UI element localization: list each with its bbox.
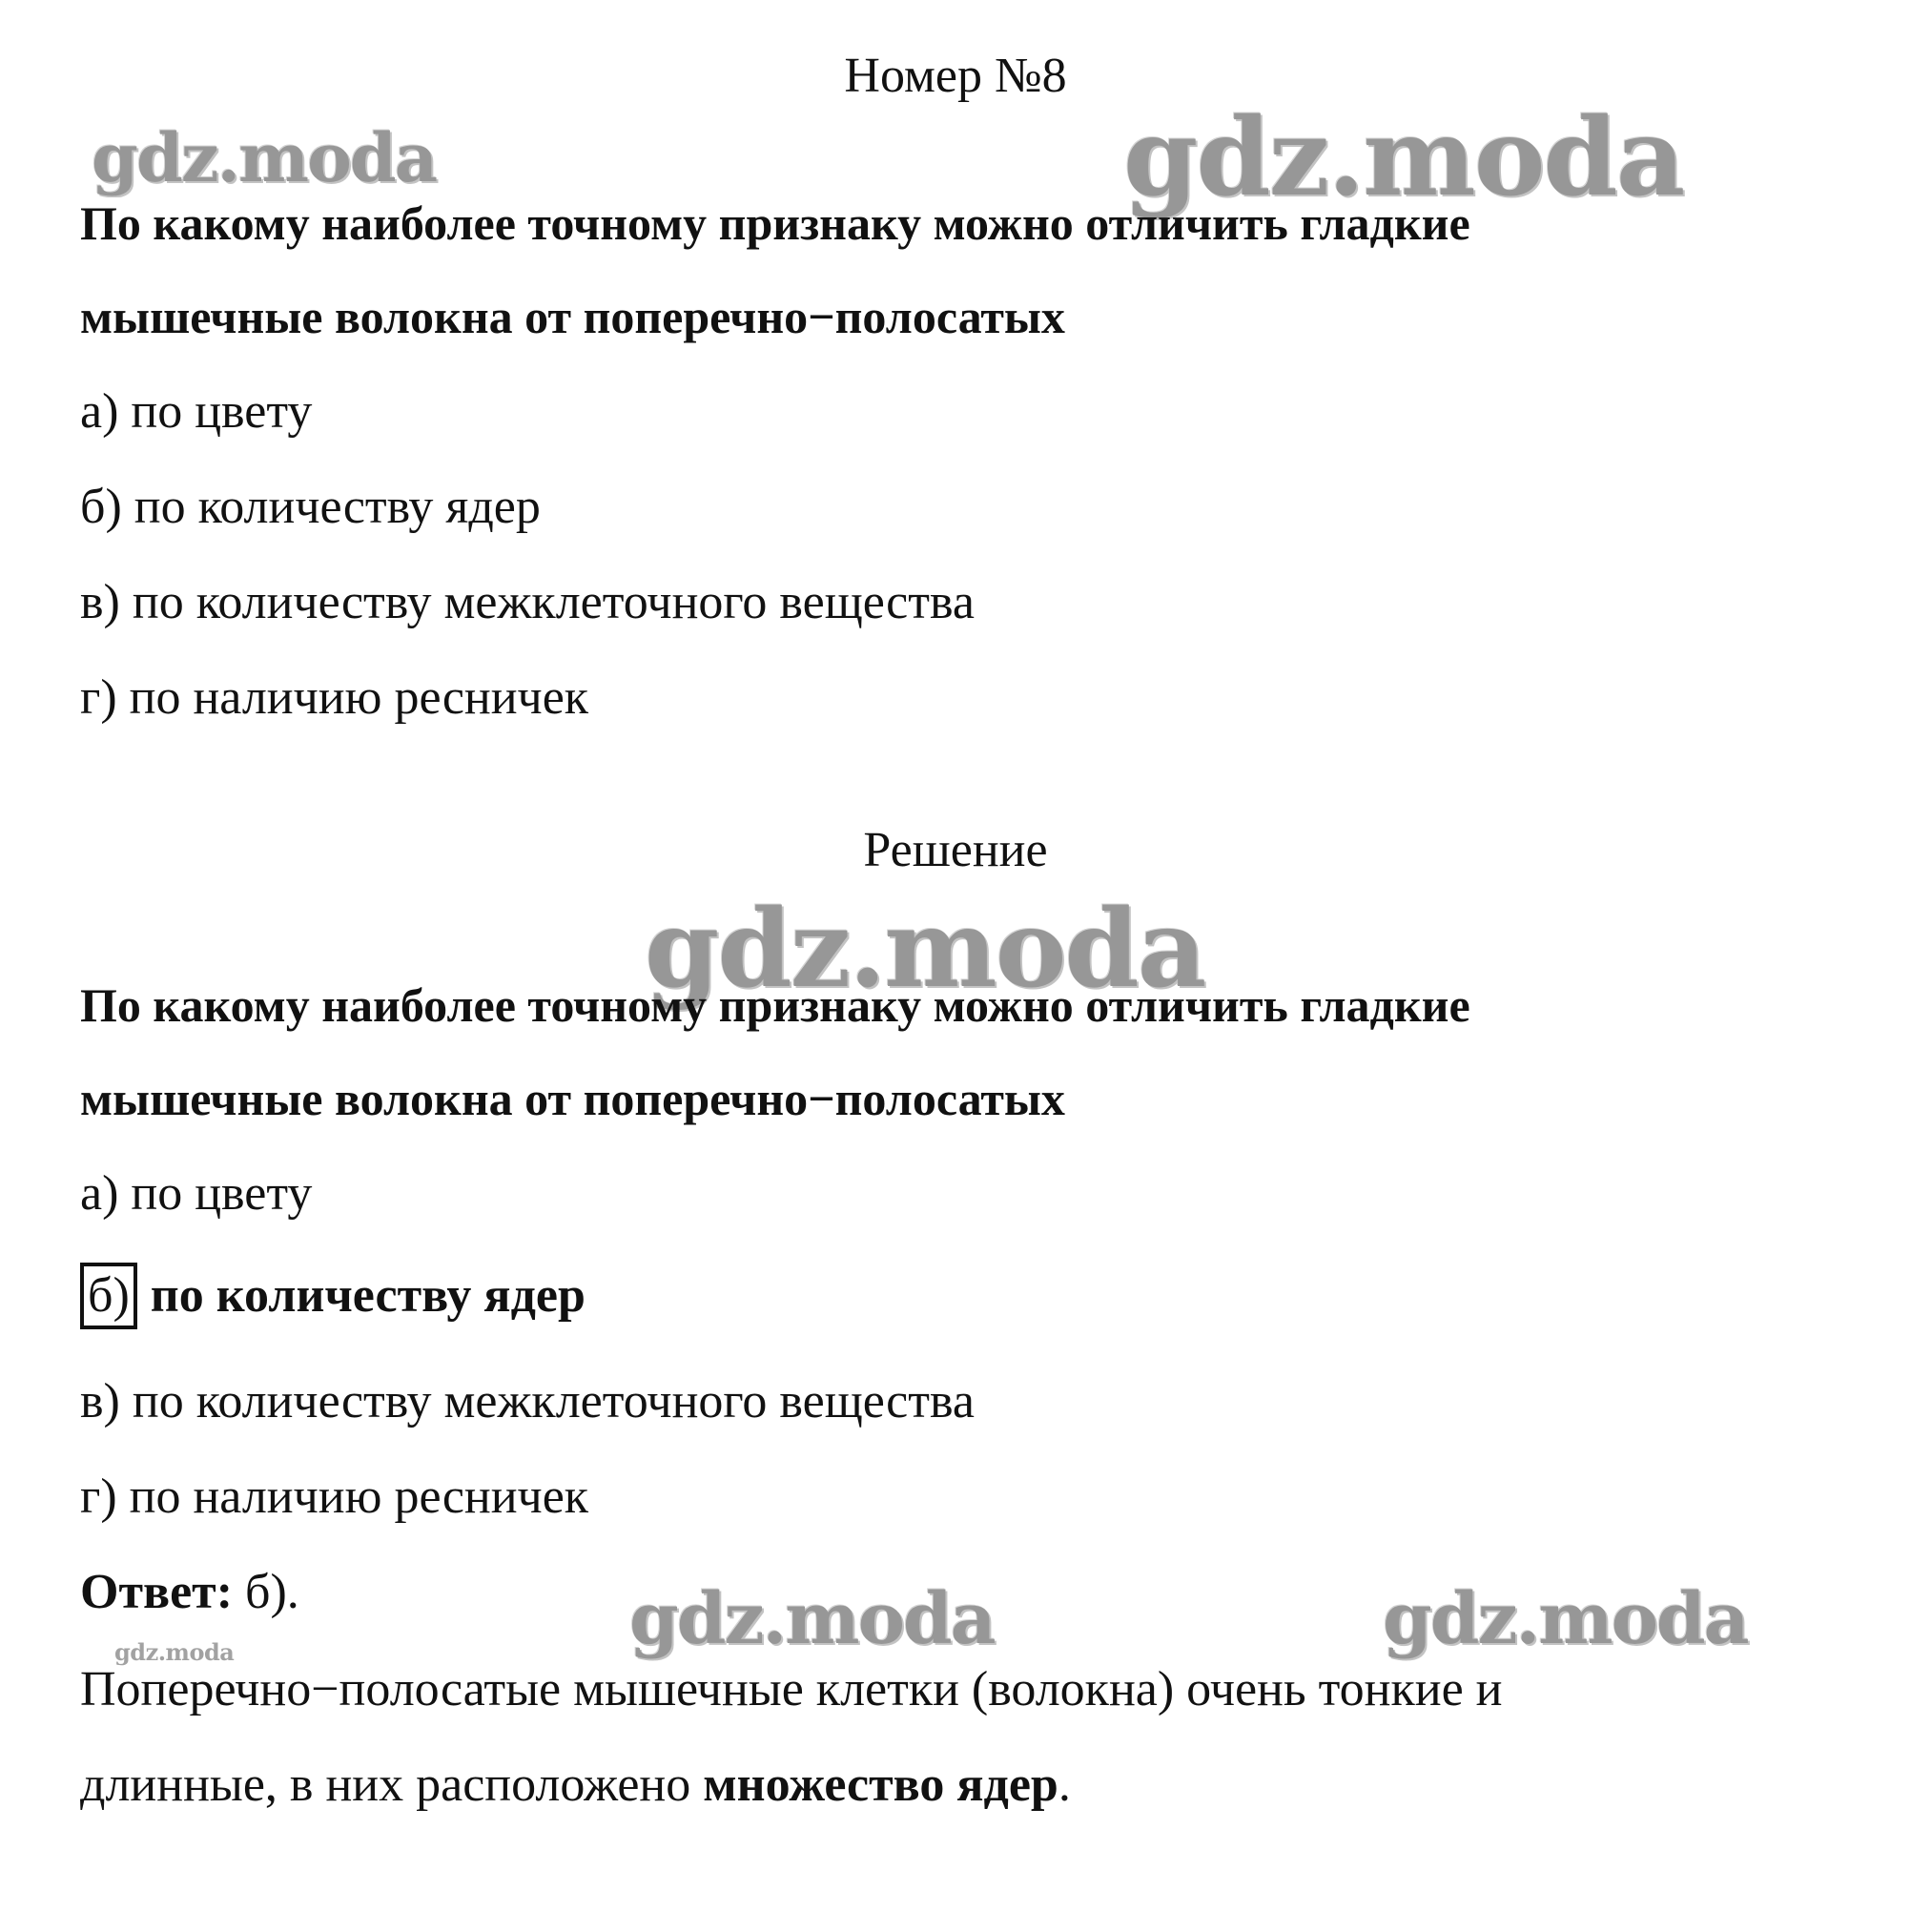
- watermark-logo: gdz.moda: [629, 1578, 995, 1660]
- solution-option-b-correct: [80, 1263, 586, 1329]
- explanation-bold: множество ядер: [703, 1757, 1058, 1812]
- watermark-logo: gdz.moda: [1383, 1578, 1748, 1660]
- explanation-text-end: .: [1058, 1757, 1071, 1812]
- explanation-line-2: [80, 1757, 1071, 1814]
- watermark-logo: gdz.moda: [92, 118, 437, 197]
- question-line-2: мышечные волокна от поперечно−полосатых: [80, 290, 1065, 343]
- answer-value: б).: [233, 1565, 299, 1619]
- watermark-logo-small: gdz.moda: [114, 1638, 235, 1666]
- solution-option-a: а) по цвету: [80, 1166, 313, 1221]
- page-title: Номер №8: [844, 49, 1067, 103]
- solution-option-c: в) по количеству межклеточного вещества: [80, 1374, 975, 1428]
- question-line-1: По какому наиболее точному признаку можно отличить гладкие: [80, 196, 1470, 250]
- question-option-c: в) по количеству межклеточного вещества: [80, 575, 975, 629]
- explanation-line-1: Поперечно−полосатые мышечные клетки (волокна) очень тонкие и: [80, 1662, 1503, 1716]
- question-option-b: б) по количеству ядер: [80, 480, 541, 534]
- question-option-d: г) по наличию ресничек: [80, 670, 589, 725]
- solution-option-d: г) по наличию ресничек: [80, 1470, 589, 1524]
- answer-line: [80, 1564, 299, 1621]
- explanation-text-start: длинные, в них расположено: [80, 1757, 704, 1812]
- watermark-logo: gdz.moda: [1123, 95, 1684, 220]
- answer-box-marker: б): [80, 1263, 137, 1329]
- correct-option-text: по количеству ядер: [150, 1268, 586, 1323]
- solution-heading: Решение: [863, 823, 1048, 877]
- solution-question-line-1: По какому наиболее точному признаку можно отличить гладкие: [80, 978, 1470, 1032]
- solution-question-line-2: мышечные волокна от поперечно−полосатых: [80, 1072, 1065, 1125]
- answer-label: Ответ:: [80, 1565, 234, 1619]
- question-option-a: а) по цвету: [80, 384, 313, 439]
- watermark-logo: gdz.moda: [645, 887, 1205, 1012]
